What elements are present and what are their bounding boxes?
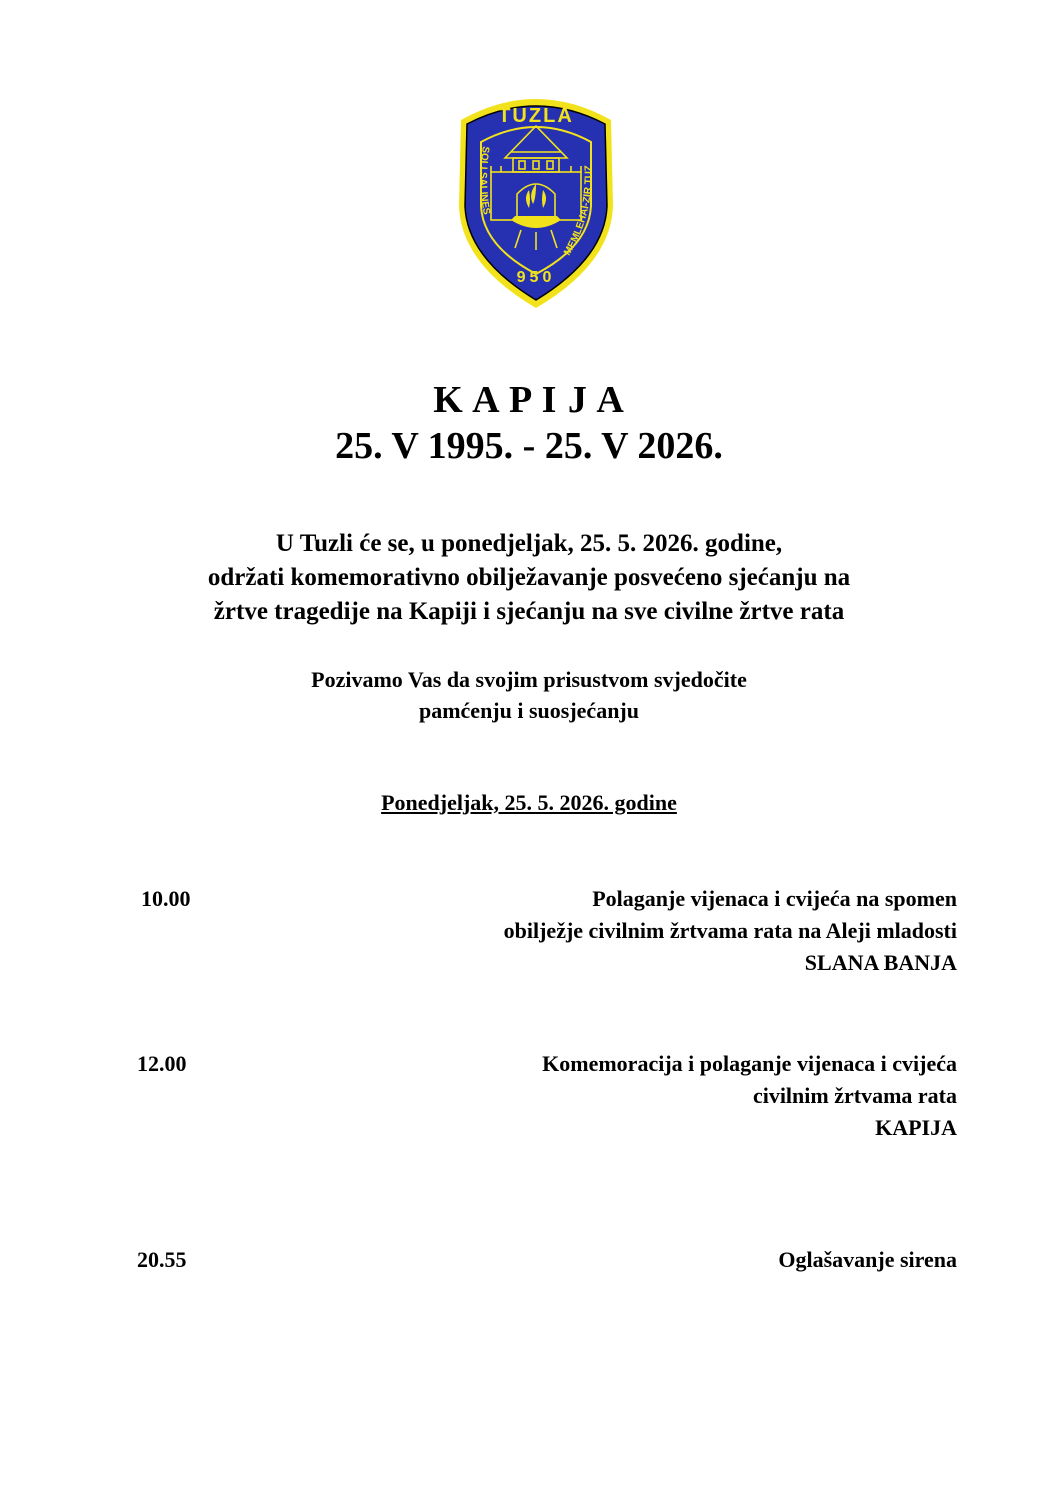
intro-paragraph xyxy=(0,527,1058,629)
intro-line: žrtve tragedije na Kapiji i sjećanju na sve civilne žrtve rata xyxy=(213,598,845,625)
schedule-description xyxy=(257,883,957,979)
event-title: K A P I J A xyxy=(433,379,625,421)
schedule-description xyxy=(257,1048,957,1144)
schedule-time: 10.00 xyxy=(141,886,191,911)
schedule-description xyxy=(257,1244,957,1276)
intro-line: održati komemorativno obilježavanje posvećeno sjećanju na xyxy=(207,564,851,591)
invitation-line: Pozivamo Vas da svojim prisustvom svjedočite xyxy=(311,667,747,692)
logo-bottom-text: 950 xyxy=(516,269,556,286)
schedule-location: SLANA BANJA xyxy=(804,950,957,975)
schedule-line: Komemoracija i polaganje vijenaca i cvijeća xyxy=(542,1051,957,1076)
schedule-time: 12.00 xyxy=(137,1051,187,1076)
tuzla-coat-of-arms-logo xyxy=(451,86,621,310)
logo-right-text: MEMLEHAI-ZIR TUZ xyxy=(562,164,595,258)
invitation-line: pamćenju i suosjećanju xyxy=(418,698,639,723)
schedule-line: civilnim žrtvama rata xyxy=(752,1083,957,1108)
schedule-line: Polaganje vijenaca i cvijeća na spomen xyxy=(592,886,957,911)
event-dates: 25. V 1995. - 25. V 2026. xyxy=(335,425,723,467)
program-date: Ponedjeljak, 25. 5. 2026. godine xyxy=(381,790,677,815)
schedule-location: KAPIJA xyxy=(875,1115,957,1140)
schedule-line: Oglašavanje sirena xyxy=(778,1247,957,1272)
schedule-line: obilježje civilnim žrtvama rata na Aleji mladosti xyxy=(503,918,957,943)
invitation-paragraph xyxy=(0,664,1058,726)
logo-left-text: SOLI SALINES xyxy=(477,145,492,216)
schedule-time: 20.55 xyxy=(137,1247,187,1272)
intro-line: U Tuzli će se, u ponedjeljak, 25. 5. 2026. godine, xyxy=(275,530,783,557)
program-date-heading xyxy=(0,789,1058,817)
logo-top-text: TUZLA xyxy=(498,105,574,127)
